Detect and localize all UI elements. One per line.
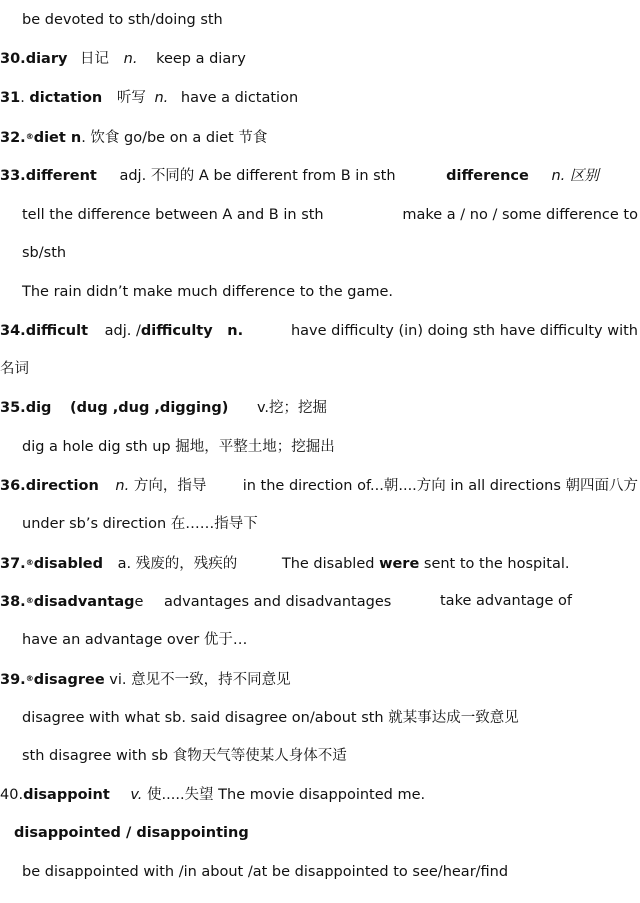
example: advantages and disadvantages <box>164 594 392 610</box>
entry-39-line-2: disagree with what sb. said disagree on/about sth 就某事达成一致意见 <box>22 710 519 726</box>
example: in the direction of...朝....方向 in all directions 朝四面八方 <box>242 478 638 494</box>
headword: diet n <box>33 130 82 146</box>
entry-34-difficult <box>0 319 640 343</box>
headword: difficult <box>25 323 89 339</box>
chinese-gloss: 听写 <box>116 90 146 106</box>
entry-33-line-2 <box>22 203 640 227</box>
line-devoted: be devoted to sth/doing sth <box>22 12 223 28</box>
entry-36-line-2: under sb’s direction 在……指导下 <box>22 516 258 532</box>
example-bold: were <box>379 556 420 572</box>
chinese-gloss: 不同的 A be different from B in sth <box>150 168 396 184</box>
headword-2: difference <box>446 168 529 184</box>
entry-30-diary <box>0 47 640 71</box>
example-2: make a / no / some difference to <box>402 207 638 223</box>
entry-number: 40. <box>0 787 24 803</box>
headword: disadvantag <box>33 594 135 610</box>
part-of-speech: n. <box>115 478 130 494</box>
chinese-gloss-2: 区别 <box>569 168 599 184</box>
chinese-gloss: vi. 意见不一致，持不同意见 <box>104 672 291 688</box>
example: . 饮食 go/be on a diet 节食 <box>81 130 268 146</box>
headword-2: difficulty <box>140 323 213 339</box>
example: have difficulty (in) doing sth have difficulty with <box>290 323 638 339</box>
entry-33-line-3: sb/sth <box>22 245 67 261</box>
headword-tail: e <box>134 594 144 610</box>
example: tell the difference between A and B in sth <box>22 207 324 223</box>
headword: different <box>25 168 97 184</box>
entry-number: 38. <box>0 594 26 610</box>
entry-40-disappoint <box>0 783 640 807</box>
part-of-speech: adj. / <box>104 323 141 339</box>
verb-forms: (dug ,dug ,digging) <box>70 400 229 416</box>
registered-mark: ® <box>25 132 34 141</box>
registered-mark: ® <box>25 674 34 683</box>
part-of-speech-2: n. <box>551 168 566 184</box>
example: 使.....失望 The movie disappointed me. <box>147 787 426 803</box>
example-tail: sent to the hospital. <box>419 556 570 572</box>
chinese-gloss: a. 残废的，残疾的 <box>117 556 238 572</box>
entry-number: 35. <box>0 400 26 416</box>
example-2: take advantage of <box>440 593 573 609</box>
headword: disabled <box>33 556 104 572</box>
part-of-speech: v. <box>130 787 143 803</box>
chinese-gloss: v.挖；挖掘 <box>256 400 328 416</box>
chinese-gloss: 日记 <box>80 51 110 67</box>
entry-number: 30. <box>0 51 26 67</box>
chinese-gloss: 方向，指导 <box>133 478 207 494</box>
example: The disabled <box>281 556 380 572</box>
entry-36-direction <box>0 474 640 498</box>
headword: dig <box>25 400 52 416</box>
entry-40-line-3: be disappointed with /in about /at be disappointed to see/hear/find <box>22 864 509 880</box>
entry-32-diet <box>0 125 640 149</box>
part-of-speech: adj. <box>119 168 147 184</box>
entry-number: 36. <box>0 478 26 494</box>
entry-39-line-3: sth disagree with sb 食物天气等使某人身体不适 <box>22 748 347 764</box>
headword: diary <box>25 51 68 67</box>
entry-number: 39. <box>0 672 26 688</box>
registered-mark: ® <box>25 596 34 605</box>
entry-number: 31 <box>0 90 21 106</box>
part-of-speech-2: n. <box>227 323 244 339</box>
part-of-speech: n. <box>123 51 138 67</box>
entry-38-line-2: have an advantage over 优于… <box>22 632 248 648</box>
part-of-speech: n. <box>154 90 169 106</box>
headword: disappoint <box>23 787 110 803</box>
entry-35-line-2: dig a hole dig sth up 掘地，平整土地；挖掘出 <box>22 439 335 455</box>
headword: disagree <box>33 672 105 688</box>
entry-dot: . <box>20 90 30 106</box>
entry-40-line-2: disappointed / disappointing <box>14 825 249 841</box>
entry-31-dictation <box>0 86 640 110</box>
entry-38-disadvantage <box>0 589 640 613</box>
entry-33-line-4: The rain didn’t make much difference to the game. <box>22 284 394 300</box>
headword: dictation <box>29 90 103 106</box>
entry-number: 33. <box>0 168 26 184</box>
example: have a dictation <box>180 90 299 106</box>
entry-number: 37. <box>0 556 26 572</box>
entry-34-line-2: 名词 <box>0 361 29 377</box>
entry-39-disagree <box>0 667 640 691</box>
example: keep a diary <box>156 51 246 67</box>
headword: direction <box>25 478 99 494</box>
entry-number: 34. <box>0 323 26 339</box>
entry-number: 32. <box>0 130 26 146</box>
entry-33-different <box>0 164 640 188</box>
entry-37-disabled <box>0 551 640 575</box>
entry-35-dig <box>0 396 640 420</box>
registered-mark: ® <box>25 558 34 567</box>
